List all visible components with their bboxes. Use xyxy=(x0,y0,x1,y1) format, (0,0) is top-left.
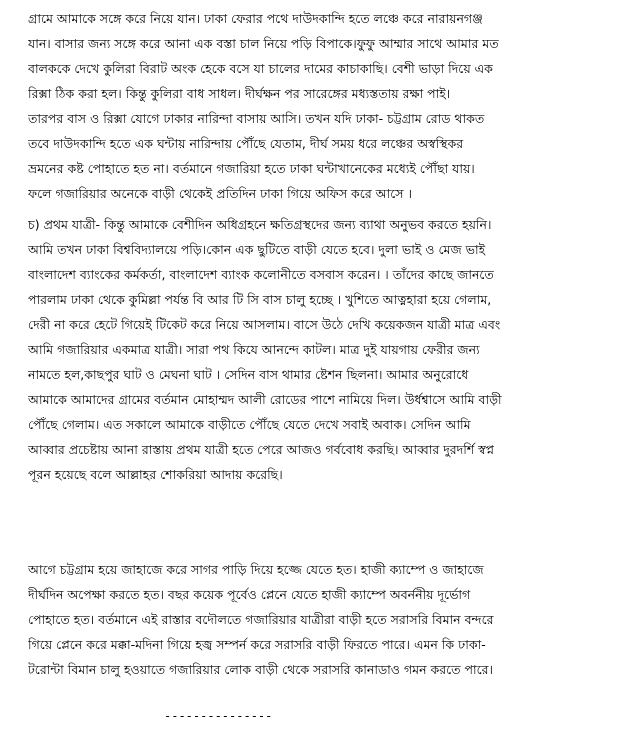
text-line: ফলে গজারিয়ার অনেকে বাড়ী থেকেই প্রতিদিন ঢাকা গিয়ে অফিস করে আসে । xyxy=(28,186,412,201)
text-line: আগে চট্টগ্রাম হয়ে জাহাজে করে সাগর পাড়ি দিয়ে হজ্জে যেতে হত। হাজী ক্যাম্পে ও জাহাজে xyxy=(28,562,484,577)
text-line: দেরী না করে হেটে গিয়েই টিকেট করে নিয়ে আসলাম। বাসে উঠে দেখি কয়েকজন যাত্রী মাত্র এবং xyxy=(28,317,501,332)
text-line: বাংলাদেশ ব্যাংকের কর্মকর্তা, বাংলাদেশ ব্যাংক কলোনীতে বসবাস করেন। । তাঁদের কাছে জানতে xyxy=(28,267,494,282)
text-line: টরোন্টা বিমান চালু হওয়াতে গজারিয়ার লোক বাড়ী থেকে সরাসরি কানাডাও গমন করতে পারে। xyxy=(28,662,494,677)
text-line: নামতে হল,কাছপুর ঘাট ও মেঘনা ঘাট । সেদিন বাস থামার ষ্টেশন ছিলনা। আমার অনুরোধে xyxy=(28,367,469,382)
paragraph-hajj-travel xyxy=(28,557,618,682)
paragraph-first-passenger xyxy=(28,212,618,487)
text-line: পোহাতে হত। বর্তমানে এই রাস্তার বদৌলতে গজারিয়ার যাত্রীরা বাড়ী হতে সরাসরি বিমান বন্দরে xyxy=(28,612,494,627)
text-line: পূরন হয়েছে বলে আল্লাহর শোকরিয়া আদায় করেছি। xyxy=(28,467,283,482)
text-line: ভ্রমনের কষ্ট পোহাতে হত না। বর্তমানে গজারিয়া হতে ঢাকা ঘন্টাখানেকের মধ্যেই পৌঁছা যায়। xyxy=(28,161,475,176)
text-line: আমাকে আমাদের গ্রামের বর্তমান মোহাম্মদ আলী রোডের পাশে নামিয়ে দিল। উর্ধশ্বাসে আমি বাড়ী xyxy=(28,392,502,407)
text-line: চ) প্রথম যাত্রী- কিন্তু আমাকে বেশীদিন অধিগ্রহনে ক্ষতিগ্রস্থদের জন্য ব্যাথা অনুভব করতে হয়নি। xyxy=(28,217,492,232)
text-line: রিক্সা ঠিক করা হল। কিন্তু কুলিরা বাধ সাধল। দীর্ঘক্ষন পর সারেঙ্গের মধ্যস্ততায় রক্ষা পাই। xyxy=(28,86,451,101)
section-separator: --------------- xyxy=(164,709,273,723)
text-line: আমি তখন ঢাকা বিশ্ববিদ্যালয়ে পড়ি।কোন এক ছুটিতে বাড়ী যেতে হবে। দুলা ভাই ও মেজ ভাই xyxy=(28,242,486,257)
text-line: পারলাম ঢাকা থেকে কুমিল্লা পর্যন্ত বি আর টি সি বাস চালু হচ্ছে । খুশিতে আত্নহারা হয়ে গেলাম, xyxy=(28,292,492,307)
text-line: তারপর বাস ও রিক্সা যোগে ঢাকার নারিন্দা বাসায় আসি। তখন যদি ঢাকা- চট্টগ্রাম রোড থাকত xyxy=(28,111,485,126)
text-line: আমি গজারিয়ার একমাত্র যাত্রী। সারা পথ কিযে আনন্দে কাটল। মাত্র দুই যায়গায় ফেরীর জন্য xyxy=(28,342,480,357)
text-line: বালককে দেখে কুলিরা বিরাট অংক হেকে বসে যা চালের দামের কাচাকাছি। বেশী ভাড়া দিয়ে এক xyxy=(28,61,493,76)
text-line: যান। বাসার জন্য সঙ্গে করে আনা এক বস্তা চাল নিয়ে পড়ি বিপাকে।ফুফু আম্মার সাথে আমার মত xyxy=(28,36,499,51)
text-line: দীর্ঘদিন অপেক্ষা করতে হত। বছর কয়েক পূর্বেও প্লেনে যেতে হাজী ক্যাম্পে অবর্ননীয় দূর্ভোগ xyxy=(28,587,471,602)
text-line: তবে দাউদকান্দি হতে এক ঘন্টায় নারিন্দায় পৌঁছে যেতাম, দীর্ঘ সময় ধরে লঞ্চের অস্বস্থিকর xyxy=(28,136,464,151)
text-line: পৌঁছে গেলাম। এত সকালে আমাকে বাড়ীতে পৌঁছে যেতে দেখে সবাই অবাক। সেদিন আমি xyxy=(28,417,471,432)
text-line: আব্বার প্রচেষ্টায় আনা রাস্তায় প্রথম যাত্রী হতে পেরে আজও গর্ববোধ করছি। আব্বার দুরদর্শি স্বপ্ন xyxy=(28,442,494,457)
text-line: গ্রামে আমাকে সঙ্গে করে নিয়ে যান। ঢাকা ফেরার পথে দাউদকান্দি হতে লঞ্চে করে নারায়নগঞ্জ xyxy=(28,11,483,26)
paragraph-travel-story xyxy=(28,6,618,206)
text-line: গিয়ে প্লেনে করে মক্কা-মদিনা গিয়ে হজ্ব সম্পর্ন করে সরাসরি বাড়ী ফিরতে পারে। এমন কি ঢাকা- xyxy=(28,637,486,652)
